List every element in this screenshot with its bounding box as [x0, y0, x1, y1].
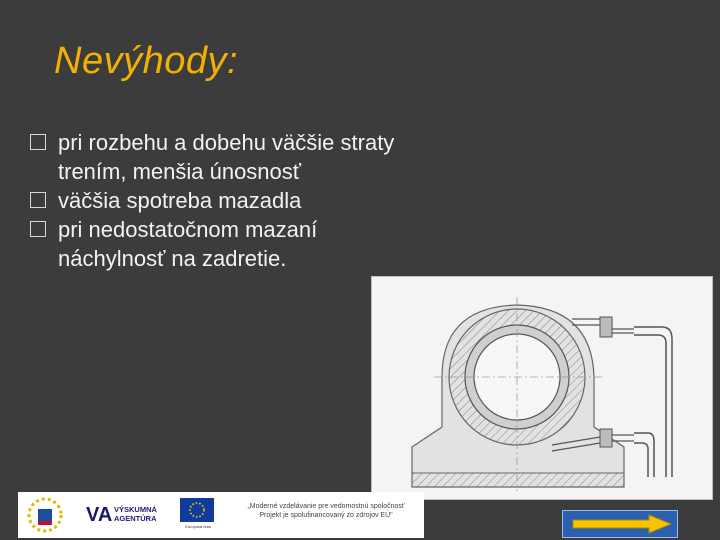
plain-bearing-cross-section-drawing: [372, 277, 712, 499]
next-slide-button[interactable]: [562, 510, 678, 538]
eu-caption: Európska únia: [185, 524, 211, 529]
eu-flag-icon: [180, 498, 214, 522]
checkbox-icon: [30, 221, 46, 237]
caption-line: „Moderné vzdelávanie pre vedomostnú spoločnosť: [247, 503, 405, 510]
caption-line: Projekt je spolufinancovaný zo zdrojov EÚ": [259, 512, 393, 519]
bullet-text: trením, menšia únosnosť: [58, 159, 302, 184]
bullet-item: [30, 128, 510, 186]
agency-logo: [86, 500, 166, 530]
eu-star-logo-icon: [24, 494, 66, 536]
agency-name-line: AGENTÚRA: [114, 514, 157, 523]
bearing-drawing: [371, 276, 713, 500]
right-arrow-icon: [567, 514, 675, 534]
agency-mark: VA: [86, 504, 113, 526]
bullet-text: pri rozbehu a dobehu väčšie straty: [58, 130, 395, 155]
checkbox-icon: [30, 192, 46, 208]
logo-strip: [18, 492, 424, 538]
agency-name: [114, 505, 157, 523]
bullet-list: [30, 128, 510, 273]
project-caption: [228, 502, 424, 520]
slide-title: Nevýhody:: [54, 40, 239, 82]
bullet-text: pri nedostatočnom mazaní: [58, 217, 318, 242]
agency-name-line: VÝSKUMNÁ: [114, 505, 157, 514]
bullet-item: [30, 215, 510, 273]
checkbox-icon: [30, 134, 46, 150]
bullet-item: [30, 186, 510, 215]
bullet-text: väčšia spotreba mazadla: [58, 188, 302, 213]
bullet-text: náchylnosť na zadretie.: [58, 246, 287, 271]
